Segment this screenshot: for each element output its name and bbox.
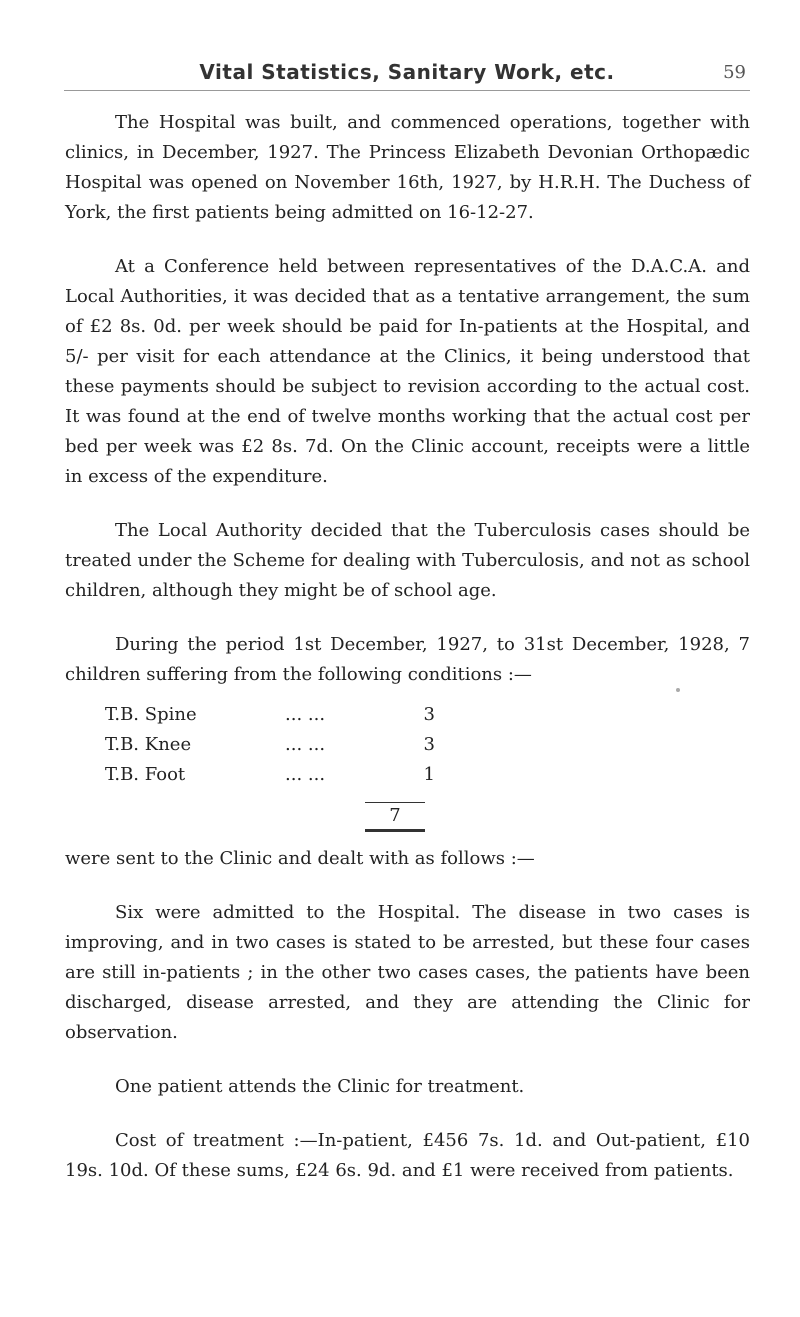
condition-row xyxy=(105,730,435,760)
condition-label: T.B. Foot xyxy=(105,764,186,785)
condition-count: 3 xyxy=(423,734,435,755)
running-header xyxy=(64,52,750,92)
paragraph-cost: Cost of treatment :—In-patient, £456 7s. 1d. and Out-patient, £10 19s. 10d. Of these sums, £24 6s. 9d. and £1 were received from patients. xyxy=(65,1130,750,1181)
print-speck xyxy=(676,688,680,692)
condition-label: T.B. Knee xyxy=(105,734,192,755)
paragraph-local-authority: The Local Authority decided that the Tuberculosis cases should be treated under the Scheme for dealing with Tuberculosis, and not as school children, although they might be of school age. xyxy=(65,520,750,601)
header-rule xyxy=(64,90,750,91)
paragraph-period: During the period 1st December, 1927, to 31st December, 1928, 7 children suffering from the following conditions :— xyxy=(65,634,750,685)
condition-leader-dots: ... ... xyxy=(285,734,326,755)
conditions-table xyxy=(105,700,435,832)
page-number: 59 xyxy=(723,62,746,83)
header-title: Vital Statistics, Sanitary Work, etc. xyxy=(199,60,615,84)
condition-label: T.B. Spine xyxy=(105,704,197,725)
condition-leader-dots: ... ... xyxy=(285,764,326,785)
condition-count: 3 xyxy=(423,704,435,725)
conditions-total: 7 xyxy=(389,805,401,826)
condition-row xyxy=(105,700,435,730)
paragraph-dealt-with: were sent to the Clinic and dealt with as follows :— xyxy=(65,848,535,869)
paragraph-admitted: Six were admitted to the Hospital. The disease in two cases is improving, and in two cases is stated to be arrested, but these four cases are still in-patients ; in the other two cases cases, the patients have been discharged, disease arrested, and they are attending the Clinic for observation. xyxy=(65,902,750,1043)
condition-leader-dots: ... ... xyxy=(285,704,326,725)
paragraph-one-patient: One patient attends the Clinic for treatment. xyxy=(115,1076,525,1097)
paragraph-hospital-opening: The Hospital was built, and commenced operations, together with clinics, in December, 1927. The Princess Elizabeth Devonian Orthopædic Hospital was opened on November 16th, 1927, by H.R.H. The Duchess of York, the first patients being admitted on 16-12-27. xyxy=(65,112,750,223)
condition-count: 1 xyxy=(423,764,435,785)
paragraph-conference: At a Conference held between representatives of the D.A.C.A. and Local Authorities, it was decided that as a tentative arrangement, the sum of £2 8s. 0d. per week should be paid for In-patients at the Hospital, and 5/- per visit for each attendance at the Clinics, it being understood that these payments should be subject to revision according to the actual cost. It was found at the end of twelve months working that the actual cost per bed per week was £2 8s. 7d. On the Clinic account, receipts were a little in excess of the expenditure. xyxy=(65,256,750,487)
condition-row xyxy=(105,760,435,790)
total-double-rule xyxy=(365,829,425,832)
body-text xyxy=(65,108,750,1210)
